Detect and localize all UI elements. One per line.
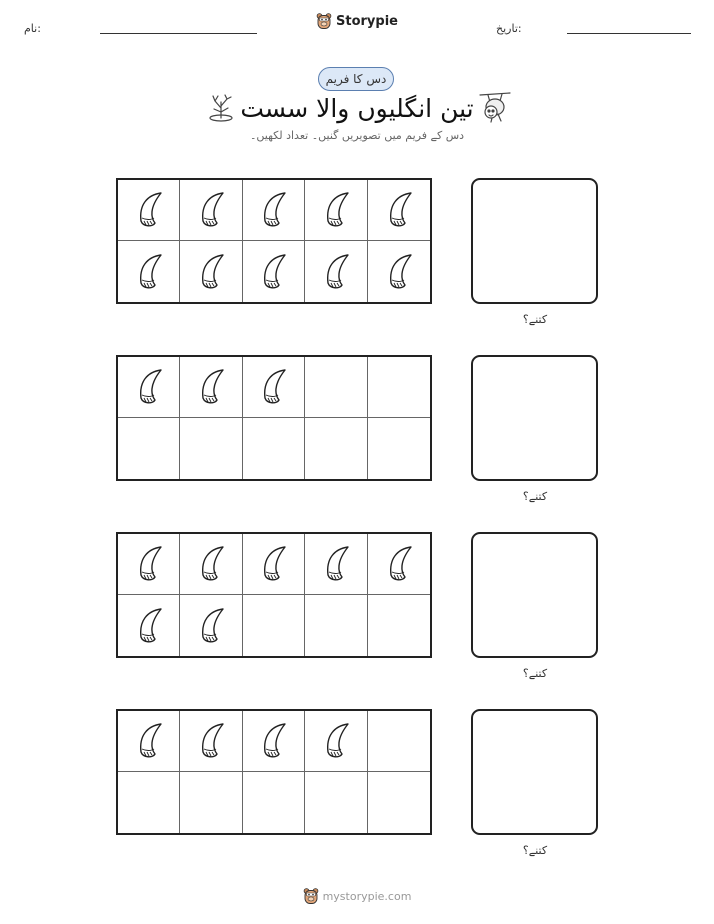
claw-icon — [381, 544, 417, 584]
frame-cell — [305, 241, 367, 302]
claw-icon — [193, 544, 229, 584]
frame-cell — [368, 180, 430, 241]
date-line[interactable] — [567, 33, 691, 34]
claw-icon — [131, 544, 167, 584]
frame-cell — [305, 180, 367, 241]
claw-icon — [381, 190, 417, 230]
claw-icon — [131, 367, 167, 407]
frame-cell — [368, 534, 430, 595]
frame-cell — [180, 595, 242, 656]
frame-cell — [243, 180, 305, 241]
frame-cell — [305, 534, 367, 595]
claw-icon — [193, 190, 229, 230]
frame-cell — [180, 180, 242, 241]
claw-icon — [193, 721, 229, 761]
claw-icon — [255, 544, 291, 584]
answer-prompt-1: کتنے؟ — [522, 313, 548, 326]
frame-cell — [305, 418, 367, 479]
ten-frame-2 — [116, 355, 432, 481]
frame-cell — [118, 711, 180, 772]
claw-icon — [381, 252, 417, 292]
frame-cell — [368, 595, 430, 656]
footer-url[interactable]: mystorypie.com — [322, 889, 412, 903]
claw-icon — [255, 252, 291, 292]
frame-cell — [243, 418, 305, 479]
claw-icon — [193, 252, 229, 292]
topic-pill: دس کا فریم — [318, 67, 394, 91]
name-line[interactable] — [100, 33, 257, 34]
frame-cell — [118, 241, 180, 302]
answer-box-3[interactable] — [471, 532, 598, 658]
answer-prompt-4: کتنے؟ — [522, 844, 548, 857]
claw-icon — [193, 367, 229, 407]
answer-box-4[interactable] — [471, 709, 598, 835]
frame-cell — [180, 772, 242, 833]
frame-cell — [243, 772, 305, 833]
claw-icon — [318, 721, 354, 761]
frame-cell — [243, 534, 305, 595]
frame-cell — [243, 711, 305, 772]
instructions: دس کے فریم میں تصویریں گنیں۔ تعداد لکھیں۔ — [249, 129, 465, 142]
footer — [0, 887, 714, 905]
frame-cell — [180, 241, 242, 302]
frame-cell — [368, 241, 430, 302]
frame-cell — [118, 357, 180, 418]
frame-cell — [243, 357, 305, 418]
frame-cell — [305, 357, 367, 418]
claw-icon — [255, 721, 291, 761]
claw-icon — [318, 544, 354, 584]
frame-cell — [118, 180, 180, 241]
frame-cell — [305, 595, 367, 656]
frame-cell — [368, 418, 430, 479]
claw-icon — [255, 190, 291, 230]
bear-logo-icon — [316, 12, 332, 30]
date-label: تاریخ: — [496, 22, 522, 35]
frame-cell — [118, 772, 180, 833]
answer-box-1[interactable] — [471, 178, 598, 304]
claw-icon — [131, 721, 167, 761]
frame-cell — [305, 772, 367, 833]
ten-frame-1 — [116, 178, 432, 304]
frame-cell — [118, 534, 180, 595]
page-title: تین انگلیوں والا سست — [240, 94, 474, 123]
ten-frame-4 — [116, 709, 432, 835]
brand-name: Storypie — [336, 13, 398, 29]
frame-cell — [305, 711, 367, 772]
frame-cell — [368, 772, 430, 833]
ten-frame-3 — [116, 532, 432, 658]
brand-logo — [0, 12, 714, 30]
answer-prompt-2: کتنے؟ — [522, 490, 548, 503]
sloth-icon — [478, 90, 512, 124]
frame-cell — [243, 241, 305, 302]
claw-icon — [318, 190, 354, 230]
frame-cell — [180, 711, 242, 772]
frame-cell — [243, 595, 305, 656]
frame-cell — [180, 534, 242, 595]
claw-icon — [318, 252, 354, 292]
frame-cell — [368, 357, 430, 418]
answer-prompt-3: کتنے؟ — [522, 667, 548, 680]
frame-cell — [180, 418, 242, 479]
frame-cell — [118, 595, 180, 656]
name-label: نام: — [24, 22, 41, 35]
frame-cell — [368, 711, 430, 772]
claw-icon — [131, 606, 167, 646]
frame-cell — [118, 418, 180, 479]
claw-icon — [131, 252, 167, 292]
claw-icon — [193, 606, 229, 646]
bear-logo-icon — [303, 887, 319, 905]
claw-icon — [131, 190, 167, 230]
claw-icon — [255, 367, 291, 407]
frame-cell — [180, 357, 242, 418]
answer-box-2[interactable] — [471, 355, 598, 481]
